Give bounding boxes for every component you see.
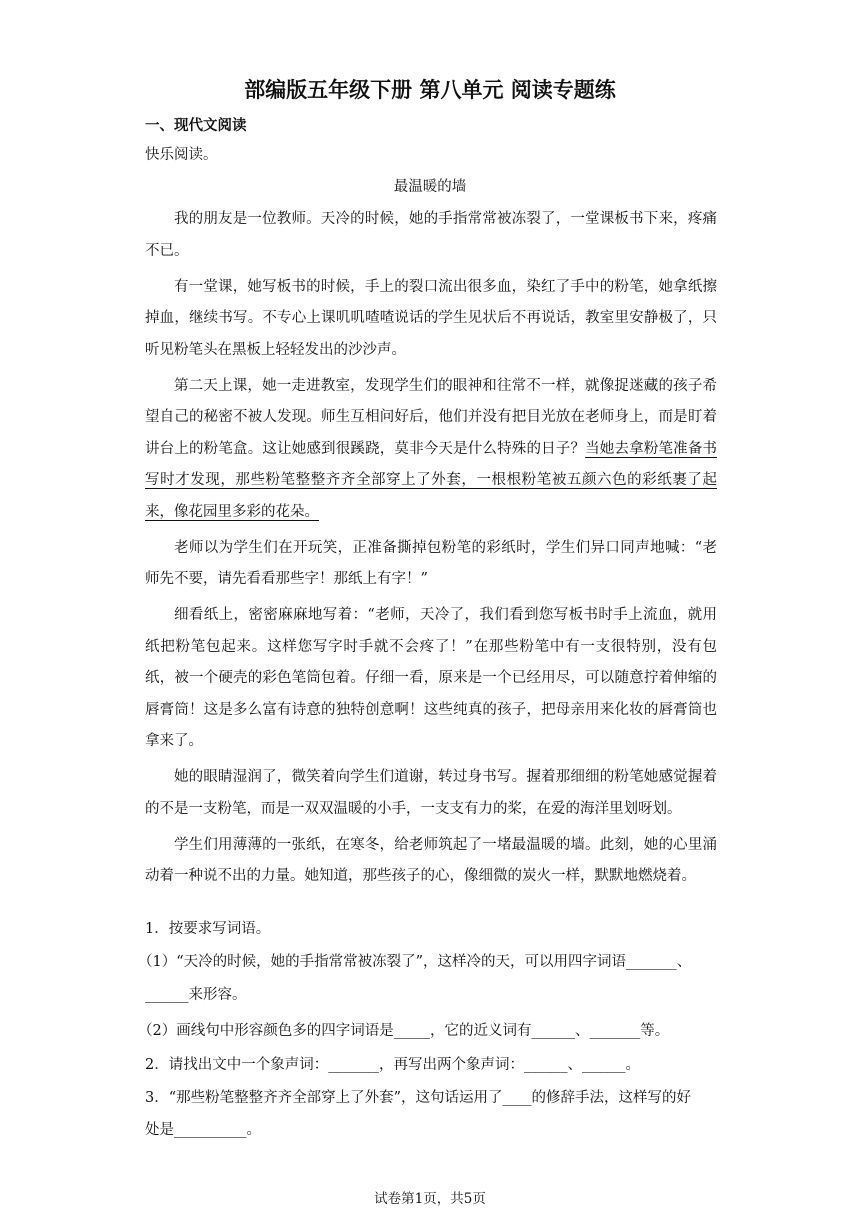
page-title: 部编版五年级下册 第八单元 阅读专题练 xyxy=(244,78,616,102)
section-heading: 一、现代文阅读 xyxy=(145,118,247,134)
passage-paragraph: 有一堂课，她写板书的时候，手上的裂口流出很多血，染红了手中的粉笔，她拿纸擦掉血，继续书写。不专心上课叽叽喳喳说话的学生见状后不再说话，教室里安静极了，只听见粉笔头在黑板上轻轻发出的沙沙声。 xyxy=(145,278,717,358)
passage-paragraph: 细看纸上，密密麻麻地写着：“老师，天冷了，我们看到您写板书时手上流血，就用纸把粉笔包起来。这样您写字时手就不会疼了！”在那些粉笔中有一支很特别，没有包纸，被一个硬壳的彩色笔筒包着。仔细一看，原来是一个已经用尽，可以随意拧着伸缩的唇膏筒！这是多么富有诗意的独特创意啊！这些纯真的孩子，把母亲用来化妆的唇膏筒也拿来了。 xyxy=(145,607,717,749)
passage-text: 第二天上课，她一走进教室，发现学生们的眼神和往常不一样，就像捉迷藏的孩子希望自己的秘密不被人发现。师生互相问好后，他们并没有把目光放在老师身上，而是盯着讲台上的粉笔盒。这让她感到很蹊跷，莫非今天是什么特殊的日子？ xyxy=(145,377,717,457)
passage-paragraph: 老师以为学生们在开玩笑，正准备撕掉包粉笔的彩纸时，学生们异口同声地喊：“老师先不要，请先看看那些字！那纸上有字！” xyxy=(145,539,717,587)
question-1-part-2: （2）画线句中形容颜色多的四字词语是_____，它的近义词有______、_______等。 xyxy=(138,1023,670,1039)
underlined-sentence: 当她去拿粉笔准备书写时才发现，那些粉笔整整齐齐全部穿上了外套，一根根粉笔被五颜六色的彩纸裹了起来，像花园里多彩的花朵。 xyxy=(145,440,718,520)
question-3-line-2: 处是__________。 xyxy=(145,1122,261,1138)
passage-paragraph xyxy=(145,371,717,529)
question-3-line-1: 3．“那些粉笔整整齐齐全部穿上了外套”，这句话运用了____的修辞手法，这样写的好 xyxy=(145,1090,692,1106)
question-1-heading: 1．按要求写词语。 xyxy=(145,921,271,937)
reading-passage xyxy=(145,204,717,897)
passage-title: 最温暖的墙 xyxy=(393,179,467,195)
passage-paragraph: 我的朋友是一位教师。天冷的时候，她的手指常常被冻裂了，一堂课板书下来，疼痛不已。 xyxy=(145,211,717,259)
question-1-part-1-line-2: ______来形容。 xyxy=(145,987,247,1003)
passage-paragraph: 学生们用薄薄的一张纸，在寒冬，给老师筑起了一堵最温暖的墙。此刻，她的心里涌动着一种说不出的力量。她知道，那些孩子的心，像细微的炭火一样，默默地燃烧着。 xyxy=(145,836,717,884)
reading-instruction: 快乐阅读。 xyxy=(145,147,218,163)
page-footer: 试卷第1页，共5页 xyxy=(374,1191,486,1207)
passage-paragraph: 她的眼睛湿润了，微笑着向学生们道谢，转过身书写。握着那细细的粉笔她感觉握着的不是一支粉笔，而是一双双温暖的小手，一支支有力的桨，在爱的海洋里划呀划。 xyxy=(145,769,717,817)
question-2: 2．请找出文中一个象声词：_______，再写出两个象声词：______、______。 xyxy=(145,1057,640,1073)
question-1-part-1-line-1: （1）“天冷的时候，她的手指常常被冻裂了”，这样冷的天，可以用四字词语_______、 xyxy=(138,954,692,970)
